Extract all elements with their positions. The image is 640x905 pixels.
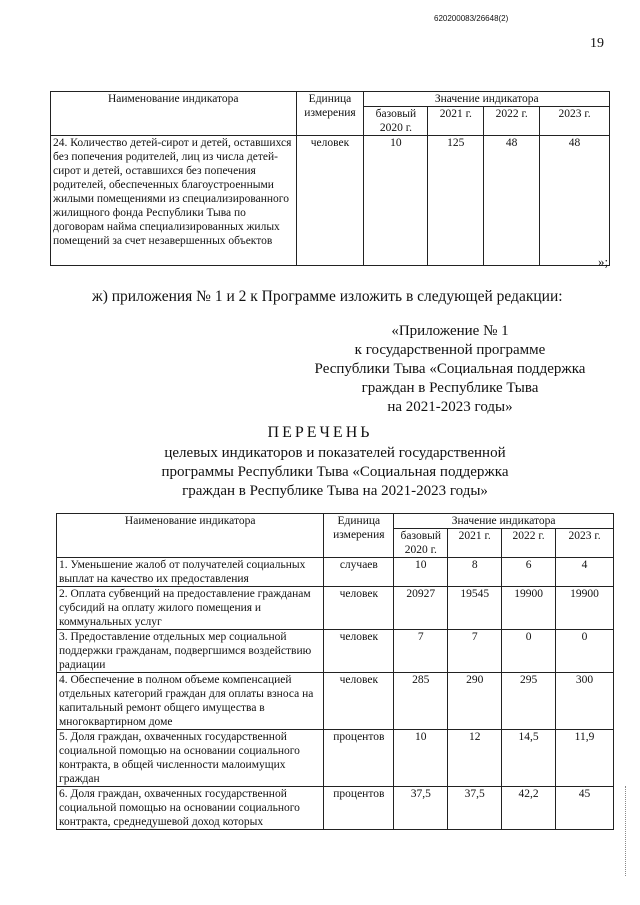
row-2023: 4 [556, 558, 614, 587]
amendment-instruction: ж) приложения № 1 и 2 к Программе изложить в следующей редакции: [92, 288, 563, 305]
row-2021: 290 [448, 673, 502, 730]
appendix-heading [300, 322, 600, 417]
col-header-unit: Единица измерения [324, 514, 394, 558]
row-unit: процентов [324, 730, 394, 787]
page-number: 19 [590, 36, 604, 51]
subtitle-line: программы Республики Тыва «Социальная поддержка [161, 464, 509, 480]
subtitle-line: целевых индикаторов и показателей государственной [164, 445, 506, 461]
col-header-name: Наименование индикатора [51, 92, 297, 136]
indicators-table-continued [50, 91, 610, 266]
col-header-value: Значение индикатора [364, 92, 610, 107]
row-2021: 7 [448, 630, 502, 673]
row-unit: человек [324, 587, 394, 630]
table-row [57, 587, 614, 630]
appendix-line: на 2021-2023 годы» [387, 399, 513, 415]
row-base: 10 [364, 136, 428, 266]
document-subtitle [0, 444, 640, 501]
scan-artifact [625, 786, 630, 876]
col-header-2022: 2022 г. [484, 107, 540, 136]
row-name: 1. Уменьшение жалоб от получателей социальных выплат на качество их предоставления [57, 558, 324, 587]
table-closing-mark: »; [598, 254, 609, 269]
row-base: 10 [394, 558, 448, 587]
table-row [57, 787, 614, 830]
table-header-row [51, 92, 610, 107]
row-unit: человек [296, 136, 364, 266]
col-header-2021: 2021 г. [428, 107, 484, 136]
indicators-table [56, 513, 614, 830]
row-2023: 45 [556, 787, 614, 830]
row-2022: 14,5 [502, 730, 556, 787]
document-title: ПЕРЕЧЕНЬ [267, 424, 373, 441]
row-name: 5. Доля граждан, охваченных государственной социальной помощью на основании социального контракта, в общей численности малоимущих граждан [57, 730, 324, 787]
subtitle-line: граждан в Республике Тыва на 2021-2023 годы» [182, 483, 488, 499]
col-header-2022: 2022 г. [502, 529, 556, 558]
row-2022: 19900 [502, 587, 556, 630]
row-2022: 6 [502, 558, 556, 587]
table-row [57, 730, 614, 787]
row-name: 6. Доля граждан, охваченных государственной социальной помощью на основании социального контракта, среднедушевой доход которых [57, 787, 324, 830]
col-header-base: базовый 2020 г. [394, 529, 448, 558]
col-header-value: Значение индикатора [394, 514, 614, 529]
row-base: 20927 [394, 587, 448, 630]
appendix-line: граждан в Республике Тыва [361, 380, 539, 396]
col-header-name: Наименование индикатора [57, 514, 324, 558]
row-2021: 125 [428, 136, 484, 266]
row-base: 7 [394, 630, 448, 673]
document-id: 620200083/26648(2) [434, 14, 509, 23]
appendix-line: Республики Тыва «Социальная поддержка [314, 361, 586, 377]
col-header-2021: 2021 г. [448, 529, 502, 558]
row-name: 4. Обеспечение в полном объеме компенсацией отдельных категорий граждан для оплаты взноса на капитальный ремонт общего имущества в многоквартирном доме [57, 673, 324, 730]
row-2022: 295 [502, 673, 556, 730]
row-unit: человек [324, 630, 394, 673]
row-2022: 0 [502, 630, 556, 673]
row-2023: 0 [556, 630, 614, 673]
row-2021: 19545 [448, 587, 502, 630]
table-row [51, 136, 610, 266]
row-unit: процентов [324, 787, 394, 830]
row-2021: 12 [448, 730, 502, 787]
row-2021: 37,5 [448, 787, 502, 830]
row-2022: 48 [484, 136, 540, 266]
table-header-row [57, 514, 614, 529]
row-2023: 19900 [556, 587, 614, 630]
col-header-base: базовый 2020 г. [364, 107, 428, 136]
row-unit: человек [324, 673, 394, 730]
row-unit: случаев [324, 558, 394, 587]
row-name: 2. Оплата субвенций на предоставление гражданам субсидий на оплату жилого помещения и коммунальных услуг [57, 587, 324, 630]
appendix-line: «Приложение № 1 [391, 323, 509, 339]
row-2023: 48 [540, 136, 610, 266]
row-2023: 300 [556, 673, 614, 730]
table-row [57, 630, 614, 673]
col-header-2023: 2023 г. [556, 529, 614, 558]
row-2022: 42,2 [502, 787, 556, 830]
row-2023: 11,9 [556, 730, 614, 787]
row-base: 10 [394, 730, 448, 787]
row-base: 285 [394, 673, 448, 730]
row-name: 24. Количество детей-сирот и детей, оставшихся без попечения родителей, лиц из числа детей-сирот и детей, оставшихся без попечения родителей, обеспеченных благоустроенными жилыми помещениями из специализированного жилищного фонда Республики Тыва по договорам найма специализированных жилых помещений за счет незавершенных объектов [51, 136, 297, 266]
col-header-2023: 2023 г. [540, 107, 610, 136]
row-name: 3. Предоставление отдельных мер социальной поддержки гражданам, подвергшимся воздействию радиации [57, 630, 324, 673]
table-row [57, 673, 614, 730]
table-row [57, 558, 614, 587]
col-header-unit: Единица измерения [296, 92, 364, 136]
row-base: 37,5 [394, 787, 448, 830]
row-2021: 8 [448, 558, 502, 587]
appendix-line: к государственной программе [354, 342, 546, 358]
